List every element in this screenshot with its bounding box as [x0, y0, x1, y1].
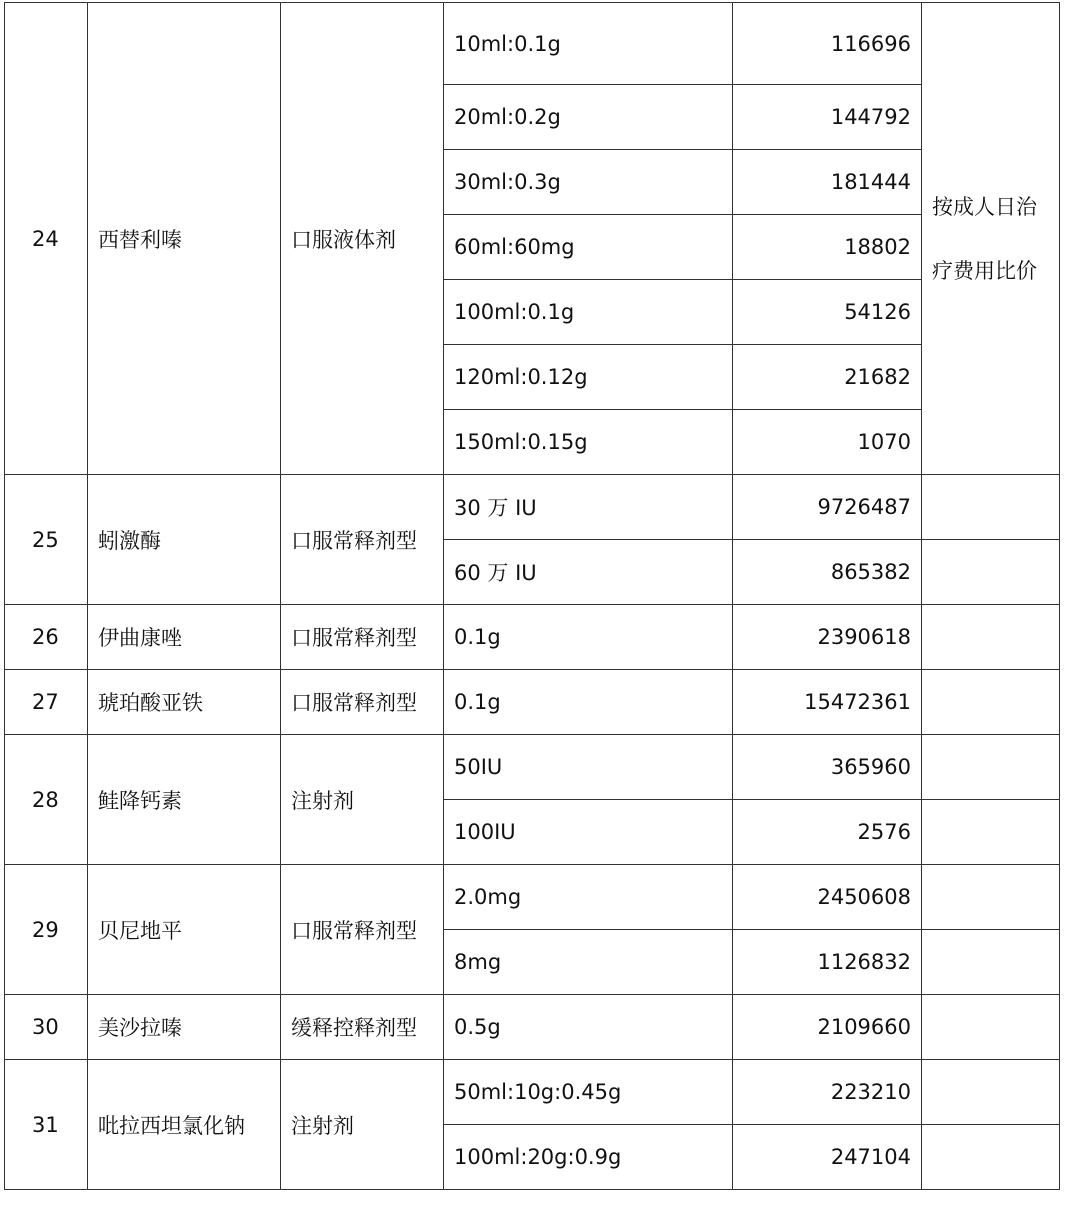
- drug-name: 蚓激酶: [88, 475, 281, 605]
- table-row: [5, 995, 1060, 1060]
- quantity: 2576: [733, 800, 922, 865]
- quantity: 2390618: [733, 605, 922, 670]
- quantity: 181444: [733, 150, 922, 215]
- remark-empty: [922, 605, 1060, 670]
- table-row: [5, 605, 1060, 670]
- drug-name: 吡拉西坦氯化钠: [88, 1060, 281, 1190]
- drug-name: 西替利嗪: [88, 3, 281, 475]
- table-row: [5, 1060, 1060, 1125]
- row-seq-number: 30: [5, 995, 88, 1060]
- drug-name: 鲑降钙素: [88, 735, 281, 865]
- quantity: 18802: [733, 215, 922, 280]
- quantity: 1070: [733, 410, 922, 475]
- quantity: 247104: [733, 1125, 922, 1190]
- dosage-form: 缓释控释剂型: [281, 995, 444, 1060]
- specification: 2.0mg: [444, 865, 733, 930]
- specification: 100IU: [444, 800, 733, 865]
- dosage-form: 口服常释剂型: [281, 605, 444, 670]
- quantity: 2450608: [733, 865, 922, 930]
- table-row: [5, 865, 1060, 930]
- dosage-form: 注射剂: [281, 1060, 444, 1190]
- specification: 100ml:20g:0.9g: [444, 1125, 733, 1190]
- specification: 60 万 IU: [444, 540, 733, 605]
- row-seq-number: 31: [5, 1060, 88, 1190]
- remark-empty: [922, 670, 1060, 735]
- row-seq-number: 26: [5, 605, 88, 670]
- quantity: 144792: [733, 85, 922, 150]
- table-body: [5, 3, 1060, 1190]
- quantity: 54126: [733, 280, 922, 345]
- remark-empty: [922, 540, 1060, 605]
- specification: 8mg: [444, 930, 733, 995]
- specification: 30 万 IU: [444, 475, 733, 540]
- specification: 150ml:0.15g: [444, 410, 733, 475]
- dosage-form: 口服常释剂型: [281, 475, 444, 605]
- table-row: [5, 475, 1060, 540]
- dosage-form: 口服液体剂: [281, 3, 444, 475]
- specification: 60ml:60mg: [444, 215, 733, 280]
- row-seq-number: 28: [5, 735, 88, 865]
- row-seq-number: 25: [5, 475, 88, 605]
- specification: 50IU: [444, 735, 733, 800]
- table-row: [5, 735, 1060, 800]
- remark: 按成人日治疗费用比价: [922, 3, 1060, 475]
- dosage-form: 口服常释剂型: [281, 670, 444, 735]
- quantity: 2109660: [733, 995, 922, 1060]
- specification: 50ml:10g:0.45g: [444, 1060, 733, 1125]
- dosage-form: 口服常释剂型: [281, 865, 444, 995]
- specification: 120ml:0.12g: [444, 345, 733, 410]
- remark-empty: [922, 865, 1060, 930]
- drug-name: 琥珀酸亚铁: [88, 670, 281, 735]
- quantity: 21682: [733, 345, 922, 410]
- remark-empty: [922, 475, 1060, 540]
- row-seq-number: 24: [5, 3, 88, 475]
- table-row: [5, 3, 1060, 85]
- remark-empty: [922, 800, 1060, 865]
- remark-empty: [922, 1125, 1060, 1190]
- row-seq-number: 29: [5, 865, 88, 995]
- quantity: 365960: [733, 735, 922, 800]
- dosage-form: 注射剂: [281, 735, 444, 865]
- drug-price-table: [4, 2, 1060, 1190]
- drug-name: 伊曲康唑: [88, 605, 281, 670]
- specification: 0.1g: [444, 670, 733, 735]
- drug-name: 美沙拉嗪: [88, 995, 281, 1060]
- quantity: 1126832: [733, 930, 922, 995]
- specification: 10ml:0.1g: [444, 3, 733, 85]
- specification: 20ml:0.2g: [444, 85, 733, 150]
- quantity: 865382: [733, 540, 922, 605]
- remark-empty: [922, 1060, 1060, 1125]
- quantity: 223210: [733, 1060, 922, 1125]
- remark-empty: [922, 930, 1060, 995]
- remark-empty: [922, 735, 1060, 800]
- quantity: 9726487: [733, 475, 922, 540]
- specification: 30ml:0.3g: [444, 150, 733, 215]
- specification: 0.1g: [444, 605, 733, 670]
- remark-empty: [922, 995, 1060, 1060]
- quantity: 116696: [733, 3, 922, 85]
- row-seq-number: 27: [5, 670, 88, 735]
- specification: 0.5g: [444, 995, 733, 1060]
- quantity: 15472361: [733, 670, 922, 735]
- specification: 100ml:0.1g: [444, 280, 733, 345]
- drug-name: 贝尼地平: [88, 865, 281, 995]
- table-row: [5, 670, 1060, 735]
